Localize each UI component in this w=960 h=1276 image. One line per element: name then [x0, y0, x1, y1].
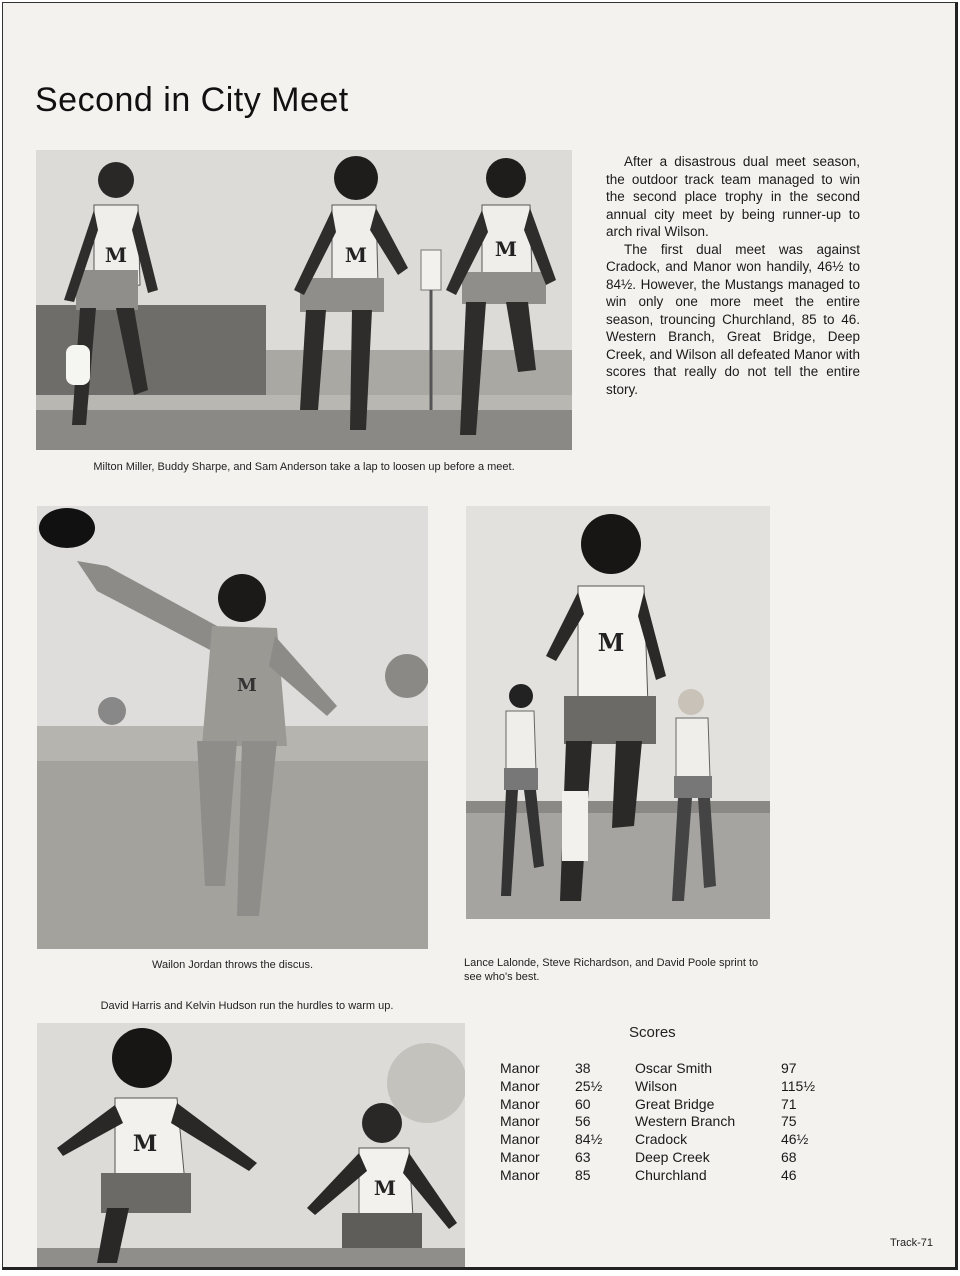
story-text — [606, 153, 860, 398]
opponent-name: Great Bridge — [635, 1095, 715, 1112]
page-folio: Track-71 — [890, 1237, 933, 1249]
team-name: Manor — [500, 1148, 540, 1165]
score-row — [500, 1060, 821, 1078]
score-row — [500, 1167, 821, 1185]
opponent-score: 46 — [781, 1166, 797, 1183]
team-score: 60 — [575, 1095, 591, 1112]
caption-runners-lap: Milton Miller, Buddy Sharpe, and Sam Anderson take a lap to loosen up before a meet. — [93, 461, 515, 473]
team-score: 84½ — [575, 1131, 603, 1148]
jersey-letter: M — [597, 628, 625, 657]
opponent-score: 75 — [781, 1113, 797, 1130]
scores-title: Scores — [629, 1024, 676, 1041]
team-name: Manor — [500, 1166, 540, 1183]
photo-hurdles — [37, 1023, 465, 1270]
photo-hurdles-image — [37, 1023, 465, 1270]
opponent-score: 46½ — [781, 1131, 809, 1148]
score-row — [500, 1131, 821, 1149]
opponent-name: Oscar Smith — [635, 1060, 713, 1076]
photo-runners-lap-image — [36, 150, 572, 450]
team-name: Manor — [500, 1113, 540, 1130]
jersey-letter: M — [373, 1176, 397, 1200]
jersey-letter: M — [494, 237, 518, 261]
opponent-name: Cradock — [635, 1131, 688, 1148]
score-row — [500, 1078, 821, 1096]
scores-table — [500, 1060, 821, 1185]
team-name: Manor — [500, 1095, 540, 1112]
caption-hurdles: David Harris and Kelvin Hudson run the hurdles to warm up. — [100, 1000, 394, 1012]
opponent-name: Deep Creek — [635, 1148, 710, 1165]
team-score: 85 — [575, 1166, 591, 1183]
caption-sprint: Lance Lalonde, Steve Richardson, and David Poole sprint to see who's best. — [464, 957, 759, 983]
photo-sprint — [466, 506, 770, 919]
opponent-score: 115½ — [781, 1077, 815, 1094]
story-paragraph: The first dual meet was against Cradock, and Manor won handily, 46½ to 84½. However, the Mustangs managed to win only one more meet the entire season, trouncing Churchland, 85 to 46. Western Branch, Great Bridge, Deep Creek, and Wilson all defeated Manor with scores that really do not tell the entire story. — [606, 241, 860, 397]
jersey-letter: M — [344, 243, 368, 267]
team-score: 63 — [575, 1148, 591, 1165]
score-row — [500, 1113, 821, 1131]
team-score: 38 — [575, 1060, 591, 1076]
opponent-name: Western Branch — [635, 1113, 736, 1130]
yearbook-page — [2, 2, 958, 1270]
photo-runners-lap — [36, 150, 572, 450]
opponent-name: Wilson — [635, 1077, 678, 1094]
team-name: Manor — [500, 1131, 540, 1148]
page-title: Second in City Meet — [35, 81, 349, 119]
opponent-score: 68 — [781, 1148, 797, 1165]
opponent-score: 97 — [781, 1060, 797, 1076]
caption-discus: Wailon Jordan throws the discus. — [152, 959, 313, 971]
score-row — [500, 1096, 821, 1114]
jersey-letter: M — [132, 1131, 158, 1157]
team-score: 25½ — [575, 1077, 603, 1094]
opponent-score: 71 — [781, 1095, 797, 1112]
story-paragraph: After a disastrous dual meet season, the outdoor track team managed to win the second place trophy in the second annual city meet by being runner-up to arch rival Wilson. — [606, 154, 860, 239]
team-name: Manor — [500, 1077, 540, 1094]
team-score: 56 — [575, 1113, 591, 1130]
jersey-letter: M — [237, 675, 257, 696]
score-row — [500, 1149, 821, 1167]
jersey-letter: M — [104, 243, 128, 267]
opponent-name: Churchland — [635, 1166, 707, 1183]
team-name: Manor — [500, 1060, 540, 1076]
photo-discus-throw-image — [37, 506, 428, 949]
photo-sprint-image — [466, 506, 770, 919]
photo-discus-throw — [37, 506, 428, 949]
